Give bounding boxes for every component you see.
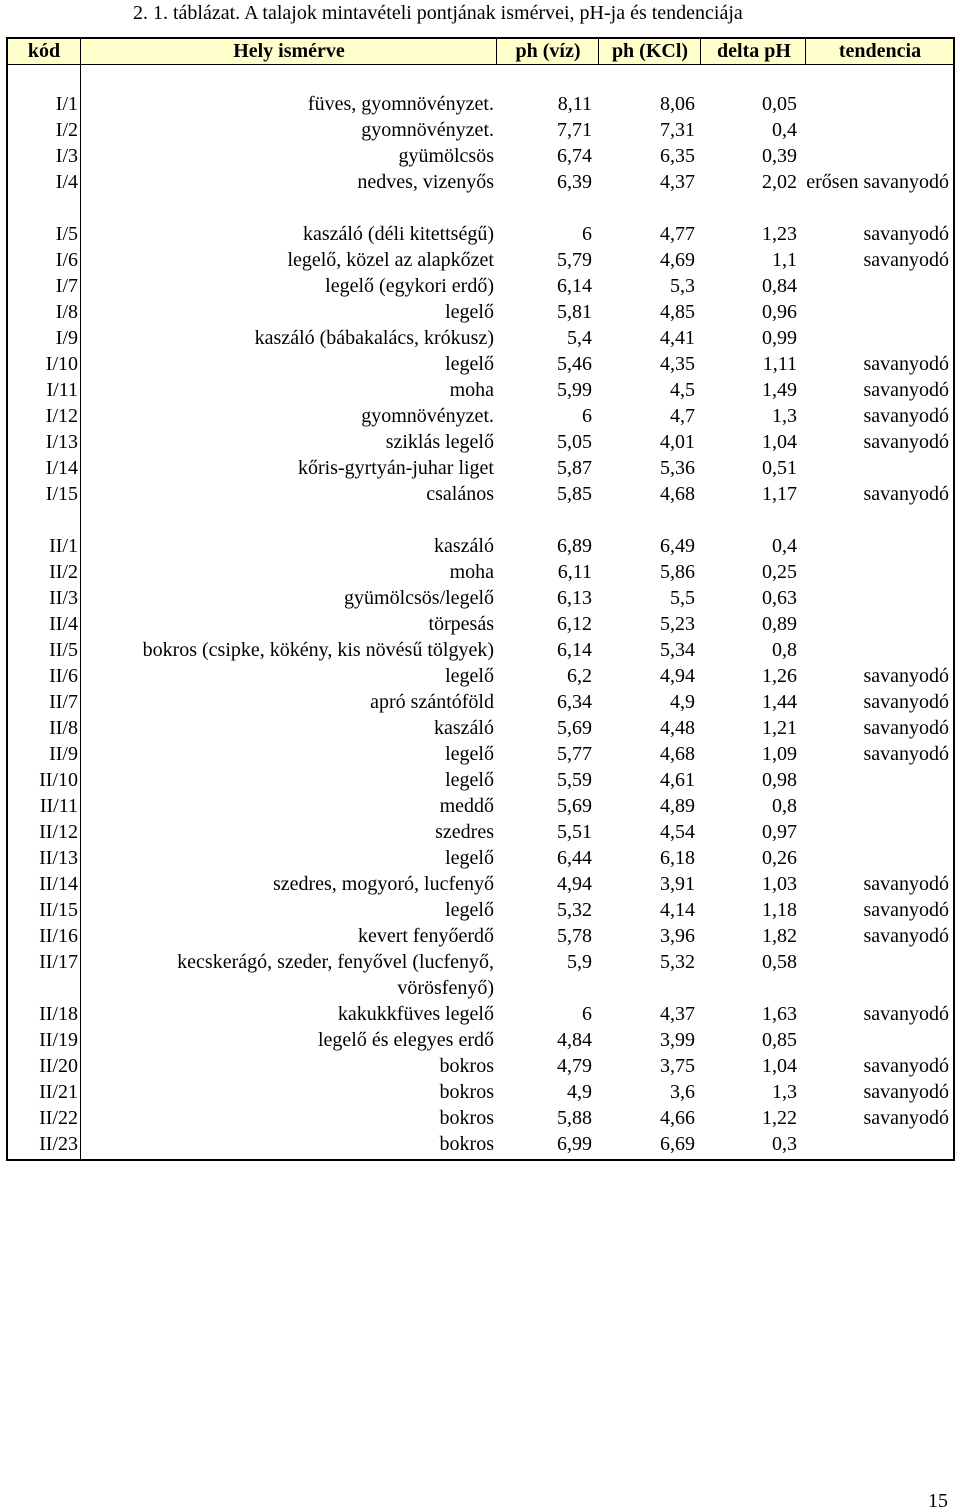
cell-delta-ph: 1,26	[762, 665, 797, 687]
cell-delta-ph: 0,05	[762, 93, 797, 115]
cell-ph-viz: 6	[582, 1003, 592, 1025]
cell-kod: I/15	[45, 483, 78, 505]
cell-hely: kaszáló (déli kitettségű)	[302, 223, 494, 245]
cell-hely: nedves, vizenyős	[357, 171, 494, 193]
cell-hely: kakukkfüves legelő	[337, 1003, 494, 1025]
cell-ph-viz: 5,87	[557, 457, 592, 479]
table-row	[8, 351, 953, 377]
cell-ph-viz: 6,39	[557, 171, 592, 193]
cell-delta-ph: 0,4	[772, 535, 797, 557]
cell-kod: II/18	[39, 1003, 78, 1025]
cell-ph-viz: 7,71	[557, 119, 592, 141]
cell-delta-ph: 0,25	[762, 561, 797, 583]
cell-delta-ph: 1,22	[762, 1107, 797, 1129]
cell-ph-viz: 5,85	[557, 483, 592, 505]
cell-kod: II/13	[39, 847, 78, 869]
cell-hely: bokros	[439, 1133, 494, 1155]
cell-kod: II/5	[49, 639, 78, 661]
cell-ph-kcl: 3,99	[660, 1029, 695, 1051]
cell-kod: II/20	[39, 1055, 78, 1077]
cell-kod: I/12	[45, 405, 78, 427]
cell-kod: I/11	[46, 379, 78, 401]
cell-ph-kcl: 5,86	[660, 561, 695, 583]
cell-ph-viz: 5,99	[557, 379, 592, 401]
table-row	[8, 169, 953, 195]
table-row	[8, 897, 953, 923]
table-row	[8, 247, 953, 273]
cell-ph-kcl: 4,66	[660, 1107, 695, 1129]
header-kod: kód	[27, 40, 61, 62]
cell-ph-viz: 6,99	[557, 1133, 592, 1155]
table-row	[8, 793, 953, 819]
cell-ph-kcl: 8,06	[660, 93, 695, 115]
table-row	[8, 611, 953, 637]
cell-ph-kcl: 6,69	[660, 1133, 695, 1155]
table-row	[8, 819, 953, 845]
cell-ph-viz: 5,51	[557, 821, 592, 843]
table-row	[8, 1079, 953, 1105]
cell-tendencia: savanyodó	[863, 691, 949, 713]
cell-ph-viz: 6,44	[557, 847, 592, 869]
cell-ph-kcl: 4,7	[670, 405, 695, 427]
cell-delta-ph: 0,51	[762, 457, 797, 479]
cell-ph-kcl: 4,89	[660, 795, 695, 817]
cell-delta-ph: 0,8	[772, 795, 797, 817]
cell-tendencia: savanyodó	[863, 717, 949, 739]
cell-ph-viz: 5,69	[557, 717, 592, 739]
table-row	[8, 741, 953, 767]
table-row	[8, 715, 953, 741]
cell-hely: gyomnövényzet.	[361, 405, 494, 427]
table-row	[8, 533, 953, 559]
cell-kod: I/8	[55, 301, 78, 323]
cell-kod: I/1	[55, 93, 78, 115]
cell-ph-viz: 6	[582, 223, 592, 245]
cell-tendencia: savanyodó	[863, 1107, 949, 1129]
cell-ph-viz: 5,77	[557, 743, 592, 765]
cell-kod: II/10	[39, 769, 78, 791]
cell-ph-kcl: 4,61	[660, 769, 695, 791]
cell-delta-ph: 0,98	[762, 769, 797, 791]
cell-tendencia: savanyodó	[863, 925, 949, 947]
cell-delta-ph: 0,99	[762, 327, 797, 349]
cell-hely: gyümölcsös/legelő	[344, 587, 494, 609]
cell-ph-kcl: 4,68	[660, 483, 695, 505]
header-ph-kcl: ph (KCl)	[611, 40, 689, 62]
cell-tendencia: savanyodó	[863, 873, 949, 895]
cell-ph-kcl: 3,96	[660, 925, 695, 947]
cell-kod: I/13	[45, 431, 78, 453]
cell-ph-viz: 5,88	[557, 1107, 592, 1129]
cell-hely: bokros	[439, 1055, 494, 1077]
cell-hely: legelő	[445, 847, 494, 869]
cell-hely: kevert fenyőerdő	[357, 925, 494, 947]
cell-ph-kcl: 4,69	[660, 249, 695, 271]
cell-ph-kcl: 6,49	[660, 535, 695, 557]
cell-hely: kaszáló	[434, 535, 494, 557]
cell-kod: I/6	[55, 249, 78, 271]
table-row	[8, 1053, 953, 1079]
cell-ph-kcl: 5,36	[660, 457, 695, 479]
soil-ph-table	[6, 37, 955, 1161]
cell-kod: II/15	[39, 899, 78, 921]
cell-delta-ph: 1,11	[762, 353, 797, 375]
cell-delta-ph: 0,3	[772, 1133, 797, 1155]
table-row	[8, 455, 953, 481]
cell-ph-viz: 4,9	[567, 1081, 592, 1103]
cell-delta-ph: 1,63	[762, 1003, 797, 1025]
cell-ph-kcl: 4,68	[660, 743, 695, 765]
cell-hely: legelő	[445, 769, 494, 791]
cell-kod: II/11	[39, 795, 78, 817]
cell-hely: legelő (egykori erdő)	[325, 275, 494, 297]
cell-delta-ph: 0,58	[762, 951, 797, 973]
cell-delta-ph: 1,82	[762, 925, 797, 947]
cell-delta-ph: 1,04	[762, 1055, 797, 1077]
cell-tendencia: erősen savanyodó	[806, 171, 949, 193]
cell-tendencia: savanyodó	[863, 899, 949, 921]
cell-delta-ph: 1,3	[772, 405, 797, 427]
table-row	[8, 325, 953, 351]
cell-kod: II/6	[49, 665, 78, 687]
cell-kod: II/4	[49, 613, 78, 635]
header-tendencia: tendencia	[838, 40, 922, 62]
cell-ph-kcl: 5,23	[660, 613, 695, 635]
table-row	[8, 117, 953, 143]
table-row	[8, 663, 953, 689]
header-divider	[496, 39, 497, 65]
cell-ph-kcl: 5,32	[660, 951, 695, 973]
cell-delta-ph: 0,85	[762, 1029, 797, 1051]
cell-kod: II/22	[39, 1107, 78, 1129]
cell-kod: II/3	[49, 587, 78, 609]
cell-ph-viz: 6,74	[557, 145, 592, 167]
cell-hely: kecskerágó, szeder, fenyővel (lucfenyő, vörösfenyő)	[177, 951, 494, 999]
cell-hely: moha	[449, 379, 494, 401]
cell-hely: kaszáló (bábakalács, krókusz)	[254, 327, 494, 349]
cell-tendencia: savanyodó	[863, 249, 949, 271]
cell-ph-viz: 5,32	[557, 899, 592, 921]
cell-delta-ph: 0,96	[762, 301, 797, 323]
cell-kod: II/12	[39, 821, 78, 843]
cell-kod: II/16	[39, 925, 78, 947]
table-row	[8, 273, 953, 299]
cell-hely: legelő	[445, 743, 494, 765]
cell-tendencia: savanyodó	[863, 743, 949, 765]
cell-kod: II/14	[39, 873, 78, 895]
header-delta-ph: delta pH	[717, 40, 791, 62]
cell-kod: II/7	[49, 691, 78, 713]
cell-kod: I/4	[55, 171, 78, 193]
cell-tendencia: savanyodó	[863, 223, 949, 245]
cell-kod: I/9	[55, 327, 78, 349]
cell-ph-viz: 5,59	[557, 769, 592, 791]
header-divider	[805, 39, 806, 65]
cell-delta-ph: 0,97	[762, 821, 797, 843]
cell-kod: II/2	[49, 561, 78, 583]
cell-ph-viz: 6,89	[557, 535, 592, 557]
table-row	[8, 845, 953, 871]
cell-tendencia: savanyodó	[863, 483, 949, 505]
cell-ph-kcl: 4,85	[660, 301, 695, 323]
page-number: 15	[928, 1490, 948, 1512]
cell-hely: apró szántóföld	[370, 691, 494, 713]
cell-ph-viz: 5,78	[557, 925, 592, 947]
header-hely: Hely ismérve	[233, 40, 345, 62]
table-row	[8, 403, 953, 429]
cell-delta-ph: 0,26	[762, 847, 797, 869]
cell-hely: szedres, mogyoró, lucfenyő	[272, 873, 494, 895]
cell-hely: legelő, közel az alapkőzet	[287, 249, 494, 271]
cell-delta-ph: 1,1	[772, 249, 797, 271]
table-row	[8, 637, 953, 663]
cell-delta-ph: 1,03	[762, 873, 797, 895]
cell-hely: bokros	[439, 1081, 494, 1103]
cell-ph-viz: 6,13	[557, 587, 592, 609]
cell-tendencia: savanyodó	[863, 431, 949, 453]
cell-hely: moha	[449, 561, 494, 583]
table-row	[8, 91, 953, 117]
cell-ph-viz: 5,46	[557, 353, 592, 375]
cell-hely: legelő	[445, 353, 494, 375]
cell-tendencia: savanyodó	[863, 1055, 949, 1077]
cell-ph-viz: 5,9	[567, 951, 592, 973]
cell-ph-viz: 6,14	[557, 639, 592, 661]
cell-ph-viz: 5,05	[557, 431, 592, 453]
cell-tendencia: savanyodó	[863, 1003, 949, 1025]
cell-hely: sziklás legelő	[385, 431, 494, 453]
cell-hely: meddő	[439, 795, 494, 817]
cell-delta-ph: 0,84	[762, 275, 797, 297]
cell-delta-ph: 1,17	[762, 483, 797, 505]
cell-hely: legelő	[445, 301, 494, 323]
cell-delta-ph: 1,18	[762, 899, 797, 921]
cell-ph-viz: 4,94	[557, 873, 592, 895]
cell-ph-kcl: 4,37	[660, 171, 695, 193]
cell-ph-viz: 5,81	[557, 301, 592, 323]
header-divider	[700, 39, 701, 65]
cell-hely: kőris-gyrtyán-juhar liget	[297, 457, 494, 479]
table-row	[8, 949, 953, 999]
cell-hely: gyomnövényzet.	[361, 119, 494, 141]
cell-hely: bokros (csipke, kökény, kis növésű tölgyek)	[142, 639, 494, 661]
cell-kod: I/14	[45, 457, 78, 479]
cell-delta-ph: 0,89	[762, 613, 797, 635]
cell-ph-kcl: 4,14	[660, 899, 695, 921]
table-row	[8, 871, 953, 897]
cell-hely: szedres	[435, 821, 494, 843]
cell-kod: II/21	[39, 1081, 78, 1103]
cell-ph-kcl: 4,35	[660, 353, 695, 375]
cell-ph-kcl: 3,6	[670, 1081, 695, 1103]
table-row	[8, 299, 953, 325]
table-header-row	[8, 39, 953, 65]
cell-hely: gyümölcsös	[398, 145, 494, 167]
cell-delta-ph: 2,02	[762, 171, 797, 193]
cell-ph-kcl: 4,5	[670, 379, 695, 401]
cell-delta-ph: 1,44	[762, 691, 797, 713]
cell-ph-viz: 6	[582, 405, 592, 427]
cell-delta-ph: 1,3	[772, 1081, 797, 1103]
cell-tendencia: savanyodó	[863, 405, 949, 427]
cell-tendencia: savanyodó	[863, 665, 949, 687]
cell-hely: csalános	[426, 483, 494, 505]
table-caption: 2. 1. táblázat. A talajok mintavételi pontjának ismérvei, pH-ja és tendenciája	[133, 2, 743, 24]
cell-ph-kcl: 4,94	[660, 665, 695, 687]
table-row	[8, 1105, 953, 1131]
table-row	[8, 377, 953, 403]
cell-ph-kcl: 7,31	[660, 119, 695, 141]
table-row	[8, 481, 953, 507]
table-row	[8, 923, 953, 949]
cell-kod: II/1	[49, 535, 78, 557]
cell-hely: bokros	[439, 1107, 494, 1129]
cell-kod: I/10	[45, 353, 78, 375]
table-row	[8, 429, 953, 455]
cell-ph-viz: 6,2	[567, 665, 592, 687]
cell-ph-kcl: 5,5	[670, 587, 695, 609]
cell-hely: legelő és elegyes erdő	[317, 1029, 494, 1051]
cell-ph-kcl: 4,37	[660, 1003, 695, 1025]
cell-ph-kcl: 5,3	[670, 275, 695, 297]
table-row	[8, 585, 953, 611]
cell-kod: II/19	[39, 1029, 78, 1051]
cell-delta-ph: 1,49	[762, 379, 797, 401]
cell-hely: legelő	[445, 665, 494, 687]
cell-kod: II/9	[49, 743, 78, 765]
cell-delta-ph: 0,63	[762, 587, 797, 609]
cell-ph-kcl: 4,48	[660, 717, 695, 739]
cell-delta-ph: 1,23	[762, 223, 797, 245]
cell-tendencia: savanyodó	[863, 379, 949, 401]
cell-ph-viz: 6,12	[557, 613, 592, 635]
table-row	[8, 767, 953, 793]
cell-ph-kcl: 4,9	[670, 691, 695, 713]
cell-delta-ph: 0,8	[772, 639, 797, 661]
cell-tendencia: savanyodó	[863, 1081, 949, 1103]
table-row	[8, 1131, 953, 1157]
cell-kod: II/17	[39, 951, 78, 973]
cell-tendencia: savanyodó	[863, 353, 949, 375]
table-row	[8, 221, 953, 247]
table-row	[8, 1027, 953, 1053]
cell-ph-viz: 6,14	[557, 275, 592, 297]
cell-ph-kcl: 4,77	[660, 223, 695, 245]
table-row	[8, 1001, 953, 1027]
cell-delta-ph: 0,4	[772, 119, 797, 141]
cell-ph-kcl: 3,91	[660, 873, 695, 895]
cell-delta-ph: 0,39	[762, 145, 797, 167]
cell-ph-kcl: 4,41	[660, 327, 695, 349]
cell-ph-kcl: 4,01	[660, 431, 695, 453]
cell-kod: II/23	[39, 1133, 78, 1155]
header-divider	[80, 39, 81, 65]
cell-ph-viz: 5,79	[557, 249, 592, 271]
cell-ph-viz: 6,34	[557, 691, 592, 713]
table-row	[8, 689, 953, 715]
cell-hely: füves, gyomnövényzet.	[307, 93, 494, 115]
cell-ph-kcl: 3,75	[660, 1055, 695, 1077]
cell-hely: kaszáló	[434, 717, 494, 739]
cell-ph-viz: 5,4	[567, 327, 592, 349]
cell-ph-kcl: 6,35	[660, 145, 695, 167]
header-ph-viz: ph (víz)	[515, 40, 581, 62]
cell-kod: I/7	[55, 275, 78, 297]
cell-kod: I/3	[55, 145, 78, 167]
cell-hely: törpesás	[428, 613, 494, 635]
cell-kod: I/2	[55, 119, 78, 141]
cell-ph-viz: 8,11	[557, 93, 592, 115]
cell-delta-ph: 1,09	[762, 743, 797, 765]
cell-delta-ph: 1,04	[762, 431, 797, 453]
cell-hely: legelő	[445, 899, 494, 921]
cell-ph-kcl: 6,18	[660, 847, 695, 869]
cell-ph-kcl: 4,54	[660, 821, 695, 843]
cell-kod: I/5	[55, 223, 78, 245]
cell-ph-viz: 6,11	[557, 561, 592, 583]
table-row	[8, 559, 953, 585]
cell-ph-viz: 4,84	[557, 1029, 592, 1051]
cell-ph-kcl: 5,34	[660, 639, 695, 661]
cell-kod: II/8	[49, 717, 78, 739]
header-divider	[598, 39, 599, 65]
table-row	[8, 143, 953, 169]
cell-delta-ph: 1,21	[762, 717, 797, 739]
cell-ph-viz: 5,69	[557, 795, 592, 817]
cell-ph-viz: 4,79	[557, 1055, 592, 1077]
